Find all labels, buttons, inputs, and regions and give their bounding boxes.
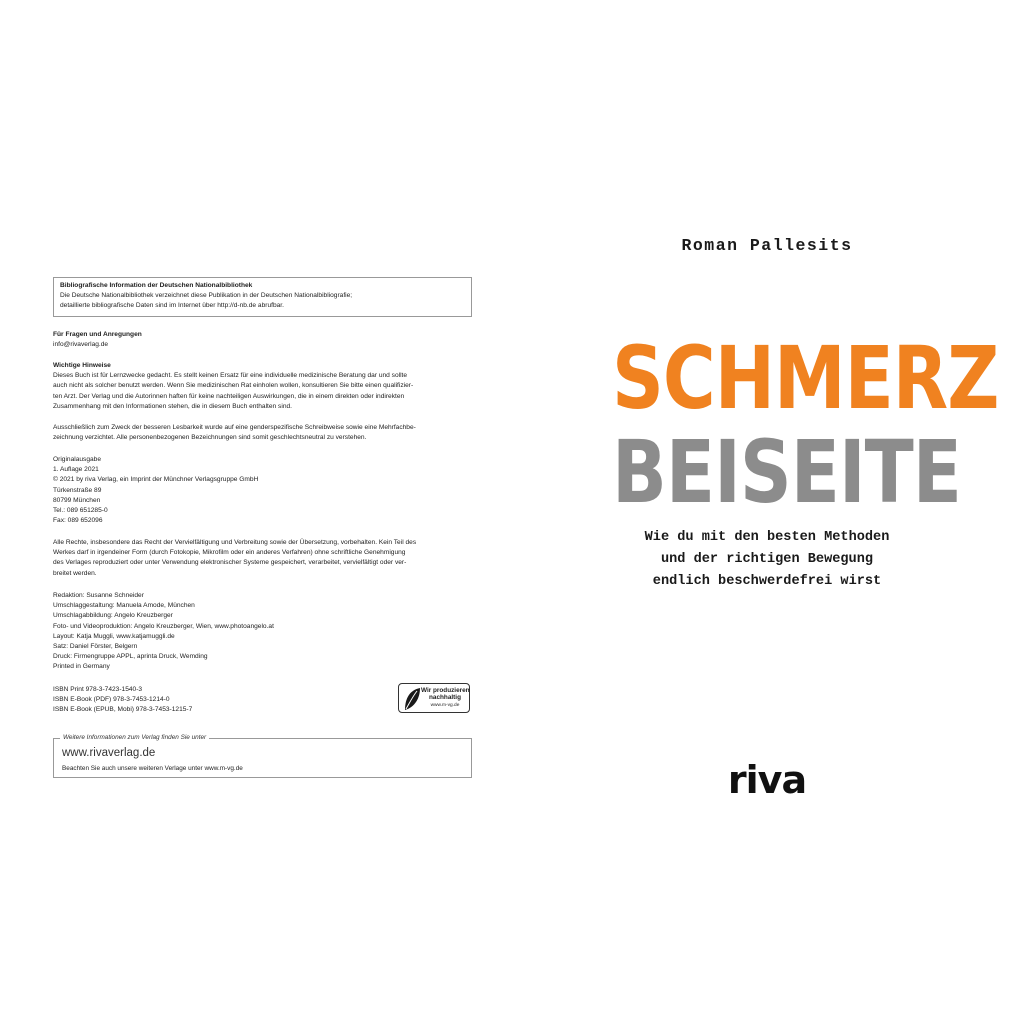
subtitle-line: endlich beschwerdefrei wirst [652, 574, 882, 589]
sustainability-badge [398, 683, 470, 713]
credit-line: Redaktion: Susanne Schneider [53, 592, 144, 599]
isbn-line: ISBN Print 978-3-7423-1540-3 [53, 686, 143, 693]
isbn-line: ISBN E-Book (PDF) 978-3-7453-1214-0 [53, 696, 170, 704]
book-title-line-2: BEISEITE [612, 421, 961, 523]
rights-line: breitet werden. [53, 569, 97, 577]
contact-block [53, 330, 472, 350]
credit-line: Satz: Daniel Förster, Belgern [53, 643, 138, 651]
publisher-info-legend: Weitere Informationen zum Verlag finden Sie unter [60, 733, 209, 743]
biblio-line: Die Deutsche Nationalbibliothek verzeichnet diese Publikation in der Deutschen Nationalbibliografie; [60, 292, 353, 300]
bibliographic-info-box [53, 277, 472, 317]
credits [53, 591, 472, 673]
edition-info [53, 455, 472, 526]
book-title-line-1: SCHMERZ [612, 327, 999, 429]
contact-email: info@rivaverlag.de [53, 341, 109, 349]
credit-line: Printed in Germany [53, 663, 110, 671]
badge-line: Wir produzieren [421, 687, 470, 694]
author-name: Roman Pallesits [681, 236, 853, 255]
edition-line: 80799 München [53, 496, 101, 504]
subtitle-line: Wie du mit den besten Methoden [644, 530, 890, 545]
isbn-line: ISBN E-Book (EPUB, Mobi) 978-3-7453-1215-7 [53, 706, 193, 714]
gender-note-line: zeichnung verzichtet. Alle personenbezogenen Bezeichnungen sind somit geschlechtsneutral zu verstehen. [53, 434, 367, 442]
rights-line: Alle Rechte, insbesondere das Recht der Vervielfältigung und Verbreitung sowie der Übersetzung, vorbehalten. Kein Teil des [53, 539, 417, 546]
leaf-icon [402, 686, 422, 712]
contact-heading: Für Fragen und Anregungen [53, 331, 142, 338]
publisher-logo: riva [727, 758, 807, 802]
rights-line: Werkes darf in irgendeiner Form (durch Fotokopie, Mikrofilm oder ein anderes Verfahren) ohne schriftliche Genehmigung [53, 549, 406, 557]
notes-line: auch nicht als solcher benutzt werden. Wenn Sie medizinischen Rat einholen wollen, konsultieren Sie bitte einen qualifizier- [53, 382, 414, 390]
notes-heading: Wichtige Hinweise [53, 362, 111, 369]
notes-line: ten Arzt. Der Verlag und die Autorinnen haften für keine nachteiligen Auswirkungen, die in einem direkten oder indirekten [53, 392, 405, 400]
badge-url: www.m-vg.de [430, 703, 460, 708]
edition-line: Türkenstraße 89 [53, 486, 102, 494]
notes-line: Zusammenhang mit den Informationen stehen, die in diesem Buch enthalten sind. [53, 402, 292, 410]
publisher-info-note: Beachten Sie auch unsere weiteren Verlage unter www.m-vg.de [62, 765, 243, 772]
rights-notice [53, 538, 472, 579]
edition-line: Tel.: 089 651285-0 [53, 507, 108, 515]
important-notes [53, 361, 472, 412]
notes-line: Dieses Buch ist für Lernzwecke gedacht. Es stellt keinen Ersatz für eine individuelle medizinische Beratung dar und sollte [53, 372, 408, 380]
subtitle-line: und der richtigen Bewegung [660, 552, 874, 567]
edition-line: © 2021 by riva Verlag, ein Imprint der Münchner Verlagsgruppe GmbH [53, 476, 259, 484]
edition-line: Originalausgabe [53, 456, 102, 463]
edition-line: Fax: 089 652096 [53, 517, 103, 525]
gender-note [53, 423, 472, 443]
biblio-heading: Bibliografische Information der Deutschen Nationalbibliothek [60, 282, 253, 289]
gender-note-line: Ausschließlich zum Zweck der besseren Lesbarkeit wurde auf eine genderspezifische Schreibweise sowie eine Mehrfachbe- [53, 424, 416, 431]
credit-line: Umschlagabbildung: Angelo Kreuzberger [53, 612, 173, 620]
credit-line: Layout: Katja Muggli, www.katjamuggli.de [53, 632, 175, 640]
biblio-line: detaillierte bibliografische Daten sind im Internet über http://d-nb.de abrufbar. [60, 302, 284, 310]
badge-title [421, 687, 469, 702]
credit-line: Druck: Firmengruppe APPL, aprinta Druck, Wemding [53, 653, 208, 661]
badge-line: nachhaltig [429, 694, 461, 702]
rights-line: des Verlages reproduziert oder unter Verwendung elektronischer Systeme gespeichert, verarbeitet, vervielfältigt oder ver- [53, 559, 407, 567]
credit-line: Umschlaggestaltung: Manuela Amode, München [53, 602, 195, 610]
imprint-page [53, 277, 472, 772]
edition-line: 1. Auflage 2021 [53, 466, 99, 474]
publisher-info-box [53, 734, 472, 778]
credit-line: Foto- und Videoproduktion: Angelo Kreuzberger, Wien, www.photoangelo.at [53, 622, 274, 630]
publisher-website: www.rivaverlag.de [62, 747, 156, 759]
book-subtitle [600, 527, 934, 593]
